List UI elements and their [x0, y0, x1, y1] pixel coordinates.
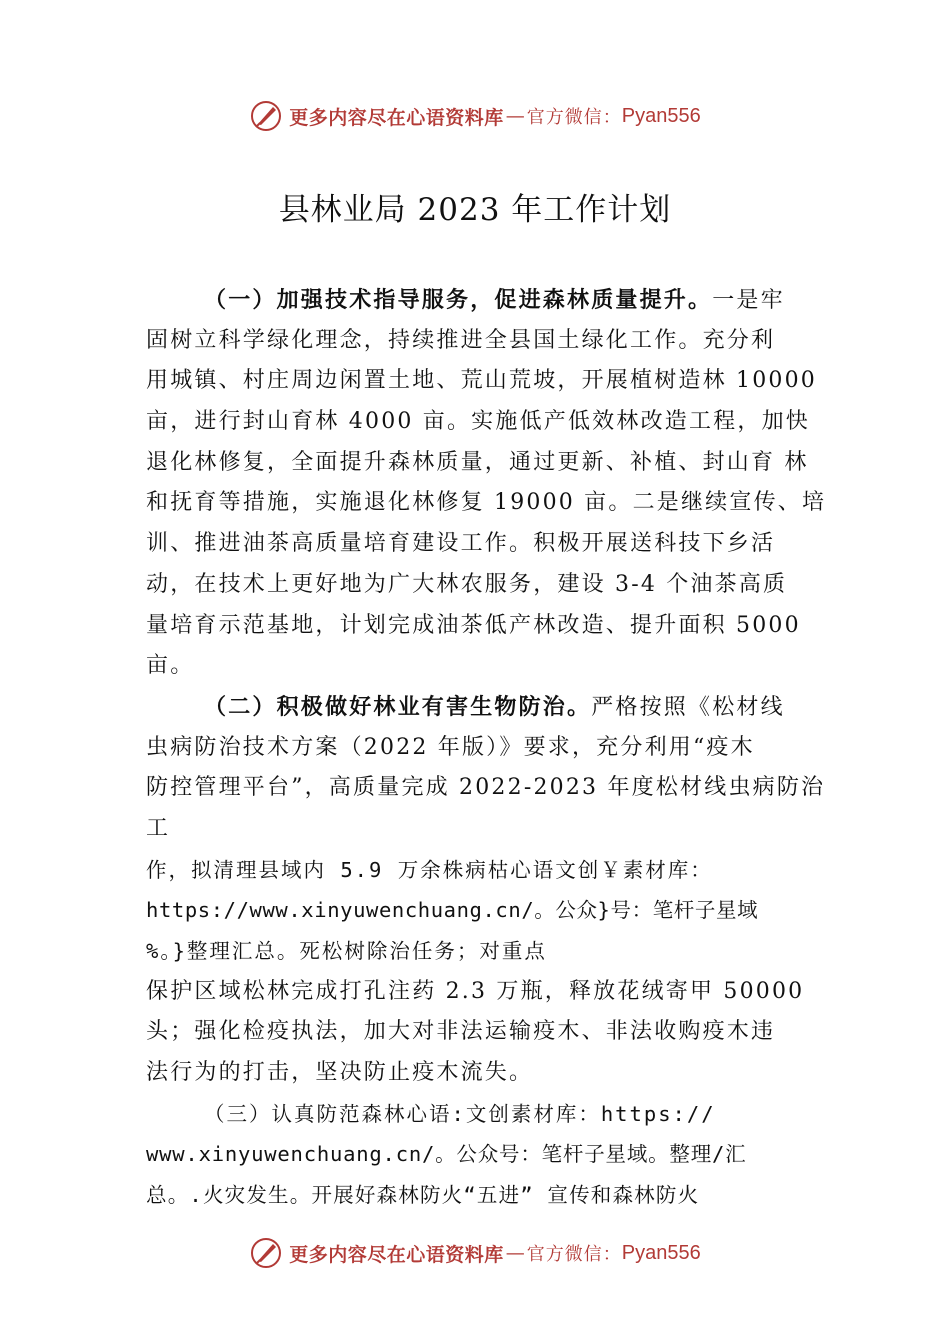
paragraph-line: 法行为的打击，坚决防止疫木流失。	[146, 1060, 534, 1086]
paragraph-line: 退化林修复，全面提升森林质量，通过更新、补植、封山育 林	[146, 449, 809, 475]
watermark-banner-top	[0, 96, 950, 136]
watermark-wechat-label: 官方微信：	[526, 1244, 622, 1265]
paragraph-line: 总。.火灾发生。开展好森林防火“五进” 宣传和森林防火	[146, 1183, 700, 1208]
paragraph-line: 防控管理平台”，高质量完成 2022-2023 年度松材线虫病防治	[146, 775, 826, 801]
quill-logo-icon	[249, 99, 283, 133]
section-heading: （一）加强技术指导服务，促进森林质量提升。	[204, 287, 713, 313]
paragraph-line: www.xinyuwenchuang.cn/。公众号：笔杆子星域。整理/汇	[146, 1142, 747, 1167]
watermark-dash: —	[505, 1242, 525, 1264]
watermark-wechat-label: 官方微信：	[526, 107, 622, 128]
document-body	[146, 280, 827, 1216]
paragraph-line: 量培育示范基地，计划完成油茶低产林改造、提升面积 5000	[146, 612, 801, 638]
paragraph-line	[146, 687, 811, 728]
paragraph-line: %。}整理汇总。死松树除治任务；对重点	[146, 939, 547, 963]
paragraph-line: 虫病防治技术方案（2022 年版）》要求，充分利用“疫木	[146, 734, 755, 760]
paragraph-line: 用城镇、村庄周边闲置土地、荒山荒坡，开展植树造林 10000	[146, 368, 817, 394]
paragraph-line: 亩。	[146, 653, 195, 679]
paragraph-line: 亩，进行封山育林 4000 亩。实施低产低效林改造工程，加快	[146, 409, 810, 435]
paragraph-line: （三）认真防范森林心语:文创素材库：https://	[204, 1101, 716, 1126]
watermark-text: 更多内容尽在心语资料库	[289, 106, 504, 129]
section-heading: （二）积极做好林业有害生物防治。	[204, 693, 592, 720]
paragraph-text: 严格按照《松材线	[591, 694, 785, 720]
watermark-dash: —	[505, 105, 525, 127]
quill-logo-icon	[249, 1236, 283, 1270]
paragraph-text: 一是牢	[712, 288, 785, 313]
paragraph-line: 工	[146, 815, 171, 841]
paragraph-line: 动，在技术上更好地为广大林农服务，建设 3-4 个油茶高质	[146, 571, 788, 597]
paragraph-line	[146, 280, 811, 321]
watermark-text: 更多内容尽在心语资料库	[289, 1243, 504, 1266]
paragraph-line: 保护区域松林完成打孔注药 2.3 万瓶，释放花绒寄甲 50000	[146, 978, 805, 1004]
paragraph-line: 固树立科学绿化理念，持续推进全县国土绿化工作。充分利	[146, 327, 776, 353]
paragraph-line: 训、推进油茶高质量培育建设工作。积极开展送科技下乡活	[146, 531, 776, 557]
paragraph-line: 头；强化检疫执法，加大对非法运输疫木、非法收购疫木违	[146, 1019, 776, 1045]
watermark-wechat-id: Pyan556	[621, 104, 701, 127]
watermark-wechat-id: Pyan556	[621, 1241, 701, 1264]
paragraph-line: 和抚育等措施，实施退化林修复 19000 亩。二是继续宣传、培	[146, 490, 827, 516]
watermark-banner-bottom	[0, 1233, 950, 1273]
paragraph-line: https://www.xinyuwenchuang.cn/。公众}号：笔杆子星域	[146, 898, 759, 923]
page-title: 县林业局 2023 年工作计划	[278, 192, 672, 228]
paragraph-line: 作，拟清理县域内 5.9 万余株病枯心语文创￥素材库：	[146, 857, 713, 882]
